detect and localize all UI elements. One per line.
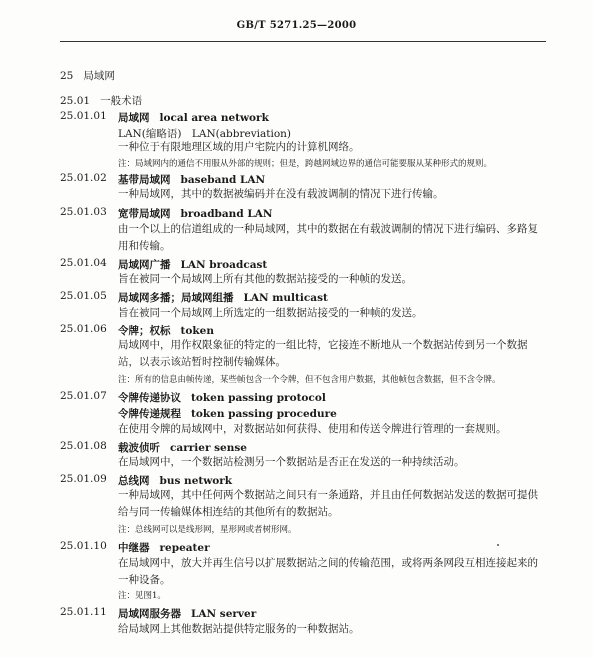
term-zh: 令牌传递协议 bbox=[118, 392, 181, 404]
entry-number: 25.01.02 bbox=[60, 172, 107, 184]
term-en: bus network bbox=[159, 475, 233, 487]
entry-term bbox=[118, 606, 256, 621]
entry-term bbox=[118, 390, 326, 405]
general-number: 25.01 bbox=[60, 95, 91, 107]
entry-term-alt bbox=[118, 406, 337, 421]
term-zh: 载波侦听 bbox=[118, 442, 160, 454]
term-zh: 局域网服务器 bbox=[118, 608, 181, 620]
entry-term bbox=[118, 473, 232, 488]
term-en: local area network bbox=[159, 112, 269, 124]
entry-term bbox=[118, 110, 269, 125]
entry-term bbox=[118, 290, 328, 305]
entry-number: 25.01.08 bbox=[60, 440, 107, 452]
general-title: 一般术语 bbox=[100, 95, 143, 107]
entry-note: 注：所有的信息由帧传递，某些帧包含一个令牌，但不包含用户数据，其他帧包含数据，但不含令牌。 bbox=[118, 375, 501, 385]
entry-number: 25.01.07 bbox=[60, 390, 107, 402]
term-en: repeater bbox=[159, 542, 210, 554]
term-en: broadband LAN bbox=[180, 208, 273, 220]
entry-definition: 在使用令牌的局域网中，对数据站如何获得、使用和传送令牌进行管理的一套规则。 bbox=[118, 423, 507, 435]
term-en: token passing procedure bbox=[191, 408, 337, 420]
term-zh: 局域网广播 bbox=[118, 259, 171, 271]
entry-definition: 一种位于有限地理区域的用户宅院内的计算机网络。 bbox=[118, 141, 360, 153]
term-alt: LAN(缩略语) LAN(abbreviation) bbox=[118, 128, 292, 140]
entry-number: 25.01.03 bbox=[60, 206, 107, 218]
term-zh: 局域网多播；局域网组播 bbox=[118, 292, 234, 304]
term-en: LAN broadcast bbox=[180, 259, 268, 271]
entry-definition: 旨在被同一个局域网上所有其他的数据站接受的一种帧的发送。 bbox=[118, 273, 412, 285]
entry-term bbox=[118, 257, 267, 272]
entry-definition: 在局域网中，放大并再生信号以扩展数据站之间的传输范围，或将两条网段互相连接起来的一种设备。 bbox=[118, 557, 538, 586]
term-zh: 总线网 bbox=[118, 475, 150, 487]
term-zh: 令牌传递规程 bbox=[118, 408, 181, 420]
term-en: token bbox=[180, 325, 214, 337]
term-zh: 中继器 bbox=[118, 542, 150, 554]
entry-number: 25.01.05 bbox=[60, 290, 107, 302]
entry-term bbox=[118, 540, 210, 555]
entry-definition: 旨在被同一个局域网上所选定的一组数据站接受的一种帧的发送。 bbox=[118, 307, 423, 319]
entry-definition: 一种局域网，其中任何两个数据站之间只有一条通路，并且由任何数据站发送的数据可提供给与同一传输媒体相连结的其他所有的数据站。 bbox=[118, 489, 538, 518]
header-rule bbox=[60, 41, 546, 42]
entry-number: 25.01.11 bbox=[60, 606, 107, 618]
term-en: baseband LAN bbox=[180, 174, 266, 186]
entry-definition: 局域网中，用作权限象征的特定的一组比特，它接连不断地从一个数据站传到另一个数据站，以表示该站暂时控制传输媒体。 bbox=[118, 339, 528, 368]
section-heading bbox=[60, 68, 115, 83]
entry-term bbox=[118, 206, 272, 221]
entry-number: 25.01.10 bbox=[60, 540, 107, 552]
general-heading bbox=[60, 93, 142, 108]
entry-definition: 由一个以上的信道组成的一种局域网，其中的数据在有载波调制的情况下进行编码、多路复用和传输。 bbox=[118, 223, 538, 252]
entry-number: 25.01.09 bbox=[60, 473, 107, 485]
term-zh: 基带局域网 bbox=[118, 174, 171, 186]
entry-definition: 给局域网上其他数据站提供特定服务的一种数据站。 bbox=[118, 623, 360, 635]
entry-number: 25.01.04 bbox=[60, 257, 107, 269]
term-zh: 局域网 bbox=[118, 112, 150, 124]
term-zh: 令牌；权标 bbox=[118, 325, 171, 337]
term-en: LAN multicast bbox=[243, 292, 328, 304]
entry-term bbox=[118, 440, 247, 455]
entry-note: 注：总线网可以是线形网，星形网或者树形网。 bbox=[118, 525, 297, 535]
entry-term bbox=[118, 172, 265, 187]
term-en: token passing protocol bbox=[191, 392, 326, 404]
term-en: carrier sense bbox=[170, 442, 247, 454]
entry-number: 25.01.01 bbox=[60, 110, 107, 122]
term-en: LAN server bbox=[191, 608, 257, 620]
section-title: 局域网 bbox=[83, 70, 115, 82]
entry-number: 25.01.06 bbox=[60, 323, 107, 335]
section-number: 25 bbox=[60, 70, 74, 82]
standard-header: GB/T 5271.25—2000 bbox=[236, 20, 357, 31]
entry-definition: 在局域网中，一个数据站检测另一个数据站是否正在发送的一种持续活动。 bbox=[118, 456, 465, 468]
entry-term bbox=[118, 323, 214, 338]
entry-note: 注：局域网内的通信不用服从外部的规则；但是，跨越网域边界的通信可能要服从某种形式的规则。 bbox=[118, 159, 493, 169]
entry-definition: 一种局域网，其中的数据被编码并在没有载波调制的情况下进行传输。 bbox=[118, 188, 444, 200]
entry-note: 注：见图1。 bbox=[118, 591, 166, 601]
scan-speck bbox=[497, 544, 499, 546]
term-zh: 宽带局域网 bbox=[118, 208, 171, 220]
